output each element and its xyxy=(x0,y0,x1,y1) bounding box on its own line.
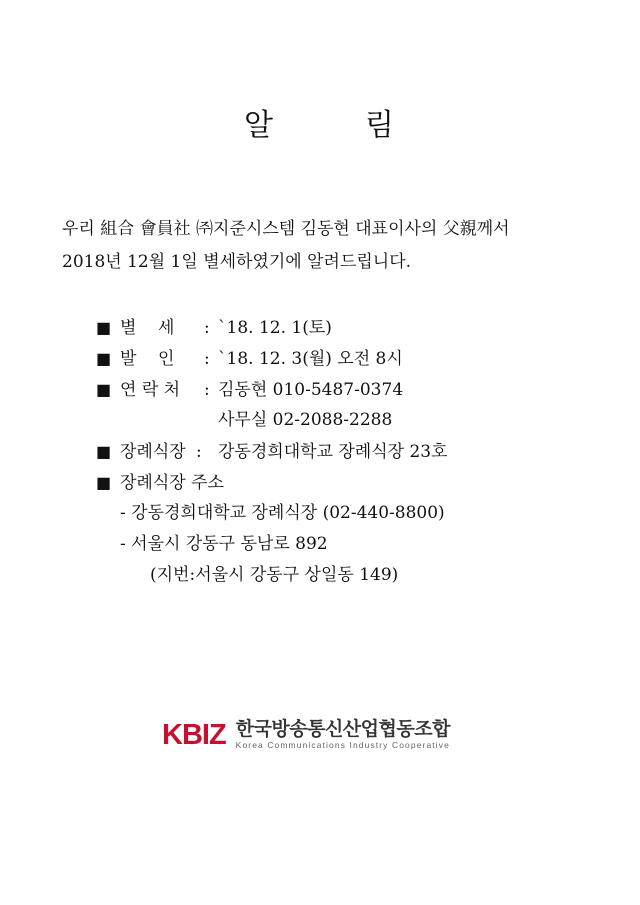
kbiz-logo-mark: KBIZ xyxy=(162,718,226,751)
square-bullet-icon: ■ xyxy=(96,442,112,461)
intro-paragraph xyxy=(62,213,592,279)
logo-text-block xyxy=(236,718,450,751)
funeral-label: 발 인 xyxy=(120,349,175,369)
info-row-address xyxy=(96,467,448,498)
kbiz-logo xyxy=(162,718,450,751)
square-bullet-icon: ■ xyxy=(96,318,112,337)
contact-value-1: 김동현 010-5487-0374 xyxy=(218,380,404,400)
intro-line-1: 우리 組合 會員社 ㈜지준시스템 김동현 대표이사의 父親께서 xyxy=(62,219,510,239)
info-row-death xyxy=(96,312,448,343)
funeral-colon: : xyxy=(204,349,210,369)
venue-label: 장례식장 xyxy=(120,442,186,462)
logo-name-korean: 한국방송통신산업협동조합 xyxy=(235,718,450,740)
logo-name-english: Korea Communications Industry Cooperative xyxy=(235,740,450,750)
square-bullet-icon: ■ xyxy=(96,473,112,492)
funeral-value: `18. 12. 3(월) 오전 8시 xyxy=(218,349,403,369)
title-char-right: 림 xyxy=(365,108,396,143)
info-row-address-3 xyxy=(96,560,448,591)
contact-value-2: 사무실 02-2088-2288 xyxy=(218,410,393,430)
info-row-funeral xyxy=(96,343,448,374)
contact-label: 연 락 처 xyxy=(120,380,181,400)
info-row-venue xyxy=(96,436,448,467)
square-bullet-icon: ■ xyxy=(96,380,112,399)
title-char-left: 알 xyxy=(244,108,275,143)
info-row-address-2 xyxy=(96,529,448,560)
info-list xyxy=(96,312,448,591)
address-line-2: - 서울시 강동구 동남로 892 xyxy=(120,534,328,554)
death-label: 별 세 xyxy=(120,318,175,338)
venue-value: 강동경희대학교 장례식장 23호 xyxy=(218,442,448,462)
contact-colon: : xyxy=(204,380,210,400)
info-row-contact-2 xyxy=(96,405,448,436)
address-label: 장례식장 주소 xyxy=(120,473,224,493)
info-row-address-1 xyxy=(96,498,448,529)
death-colon: : xyxy=(204,318,210,338)
square-bullet-icon: ■ xyxy=(96,349,112,368)
address-line-3: (지번:서울시 강동구 상일동 149) xyxy=(150,565,399,585)
intro-line-2: 2018년 12월 1일 별세하였기에 알려드립니다. xyxy=(62,252,412,272)
info-row-contact xyxy=(96,374,448,405)
venue-colon: : xyxy=(196,442,202,462)
notice-title xyxy=(0,100,640,144)
address-line-1: - 강동경희대학교 장례식장 (02-440-8800) xyxy=(120,503,445,523)
death-value: `18. 12. 1(토) xyxy=(218,318,332,338)
